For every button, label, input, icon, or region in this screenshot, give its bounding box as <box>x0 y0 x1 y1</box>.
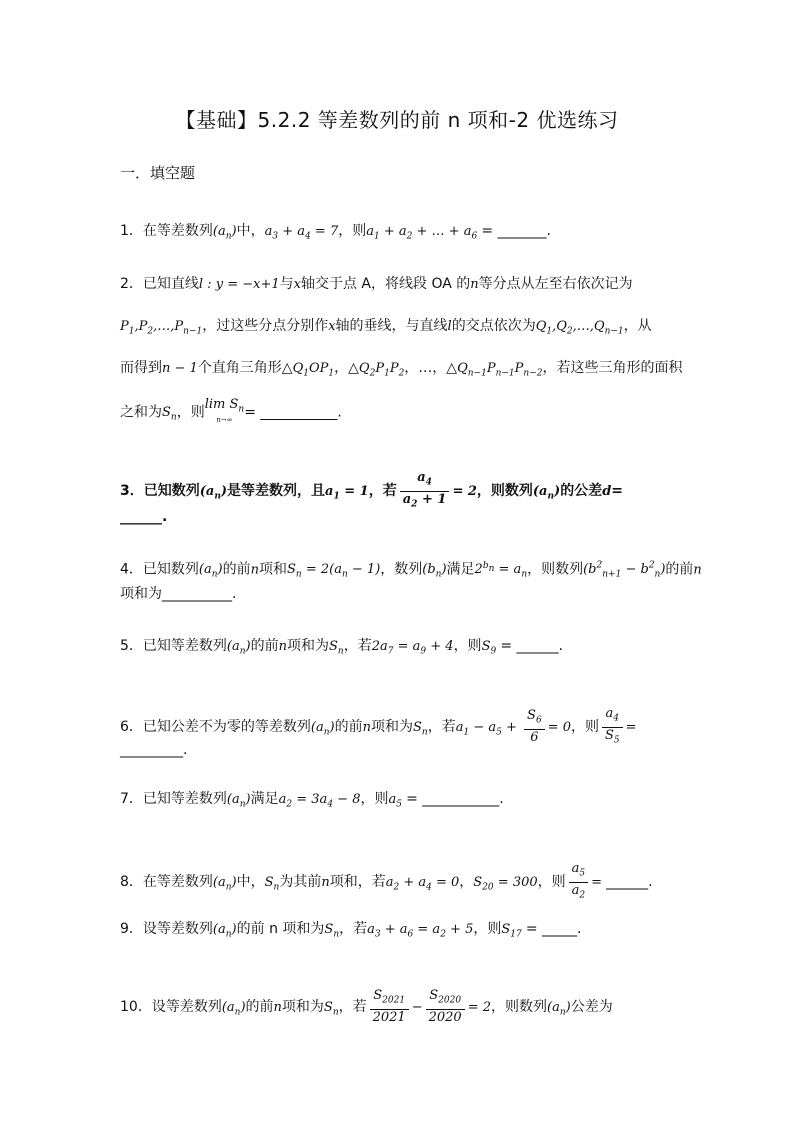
question-8: 8．在等差数列$(a_n)$中，$S_n$为其前n项和，若$a_2 + a_4 = 0$，$S_{20} = 300$，则 $\frac{a_5}{a_2}$ = ______. <box>120 861 653 901</box>
question-6-line-2: _________. <box>120 742 188 758</box>
question-9: 9．设等差数列$(a_n)$的前 n 项和为$S_n$，若$a_3 + a_6 = a_2 + 5$，则$S_{17}$ = _____. <box>120 921 582 940</box>
question-2-line-4: 之和为$S_n$，则$\lim S_n$ n→∞ = ___________. <box>120 397 342 424</box>
question-4-line-2: 项和为__________. <box>120 586 237 602</box>
question-6-line-1: 6．已知公差不为零的等差数列$(a_n)$的前n项和为$S_n$，若$a_1 - a_5$ + $\frac{S_6}{6}$ = 0，则 $\frac{a_4}{S_5}$ = <box>120 706 637 746</box>
question-3-line-1: 3．已知数列$(a_n)$是等差数列，且$a_1 = 1$，若 $\frac{a_4}{a_2 + 1}$ = 2，则数列$(a_n)$的公差d= <box>120 470 624 510</box>
question-5: 5．已知等差数列$(a_n)$的前n项和为$S_n$，若$2a_7 = a_9 + 4$，则$S_9$ = ______. <box>120 638 563 657</box>
question-2-line-2: $P_1,P_2,\dots,P_{n-1}$，过这些分点分别作x轴的垂线，与直线l的交点依次为$Q_1,Q_2,\dots,Q_{n-1}$，从 <box>120 318 652 337</box>
question-2-line-1: 2．已知直线l : y = −x+1与x轴交于点 A，将线段 OA 的n等分点从左至右依次记为 <box>120 276 633 292</box>
question-3-line-2: ______. <box>120 509 168 525</box>
question-10: 10．设等差数列$(a_n)$的前n项和为$S_n$，若 $\frac{S_{2021}}{2021}$ − $\frac{S_{2020}}{2020}$ = 2，则数列$(a_n)$公差为 <box>120 988 613 1025</box>
section-heading: 一．填空题 <box>120 164 196 182</box>
question-7: 7．已知等差数列$(a_n)$满足$a_2 = 3a_4 - 8$，则$a_5$ = ___________. <box>120 791 504 810</box>
question-2-line-3: 而得到n − 1个直角三角形$\triangle Q_1OP_1$，$\triangle Q_2P_1P_2$，…，$\triangle Q_{n-1}P_{n-1}P_{n-2}$，若这些三角形的面积 <box>120 360 683 379</box>
question-4-line-1: 4．已知数列$(a_n)$的前n项和$S_n = 2(a_n - 1)$，数列$(b_n)$满足$2^{b_n} = a_n$，则数列$(b^2_{n+1} - b^2_n)$的前n <box>120 561 702 580</box>
question-1: 1．在等差数列$(a_n)$中，$a_3 + a_4 = 7$，则$a_1 + a_2$ + … + $a_6$ = _______. <box>120 223 551 242</box>
document-title: 【基础】5.2.2 等差数列的前 n 项和-2 优选练习 <box>175 108 619 132</box>
